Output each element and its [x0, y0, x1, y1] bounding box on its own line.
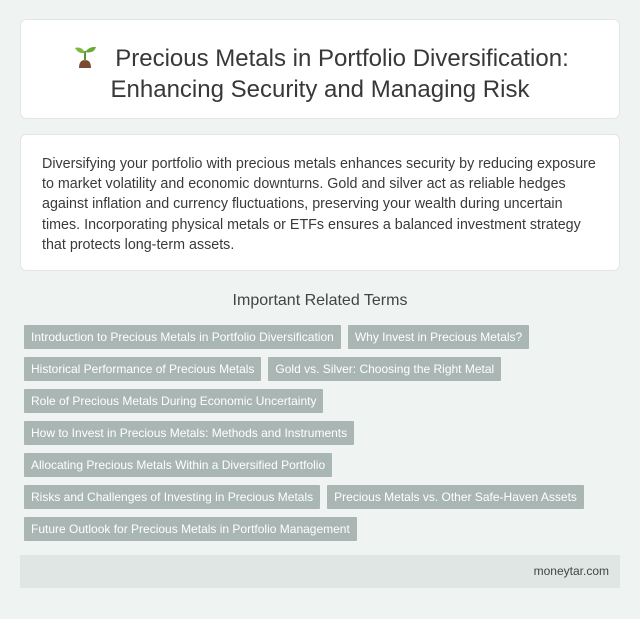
related-term-tag[interactable]: Gold vs. Silver: Choosing the Right Metal: [268, 357, 501, 381]
intro-paragraph: Diversifying your portfolio with precious metals enhances security by reducing exposure to market volatility and economic downturns. Gold and silver act as reliable hedges against inflation and currency fluctuations, preserving your wealth during uncertain times. Incorporating physical metals or ETFs ensures a balanced investment strategy that protects long-term assets.: [42, 156, 596, 253]
title-line-2: Enhancing Security and Managing Risk: [110, 76, 530, 103]
related-term-tag[interactable]: Allocating Precious Metals Within a Diversified Portfolio: [24, 453, 332, 477]
tag-row: [24, 453, 604, 477]
related-terms-list: [24, 325, 604, 549]
footer: [20, 555, 620, 588]
related-terms-heading: Important Related Terms: [232, 292, 408, 309]
related-term-tag[interactable]: Risks and Challenges of Investing in Precious Metals: [24, 485, 320, 509]
related-term-tag[interactable]: Precious Metals vs. Other Safe-Haven Assets: [327, 485, 584, 509]
intro-card: [20, 134, 620, 271]
sprout-icon: [71, 42, 99, 70]
footer-site-link[interactable]: moneytar.com: [533, 564, 609, 578]
related-term-tag[interactable]: Introduction to Precious Metals in Portfolio Diversification: [24, 325, 341, 349]
tag-row: [24, 389, 604, 413]
tag-row: [24, 357, 604, 381]
related-term-tag[interactable]: Historical Performance of Precious Metals: [24, 357, 261, 381]
title-card: [20, 19, 620, 119]
related-term-tag[interactable]: Role of Precious Metals During Economic Uncertainty: [24, 389, 323, 413]
related-term-tag[interactable]: Why Invest in Precious Metals?: [348, 325, 529, 349]
tag-row: [24, 485, 604, 509]
related-term-tag[interactable]: Future Outlook for Precious Metals in Portfolio Management: [24, 517, 357, 541]
page-title: [21, 42, 619, 105]
title-line-1: Precious Metals in Portfolio Diversification:: [115, 45, 569, 72]
tag-row: [24, 325, 604, 349]
tag-row: [24, 421, 604, 445]
related-term-tag[interactable]: How to Invest in Precious Metals: Methods and Instruments: [24, 421, 354, 445]
tag-row: [24, 517, 604, 541]
